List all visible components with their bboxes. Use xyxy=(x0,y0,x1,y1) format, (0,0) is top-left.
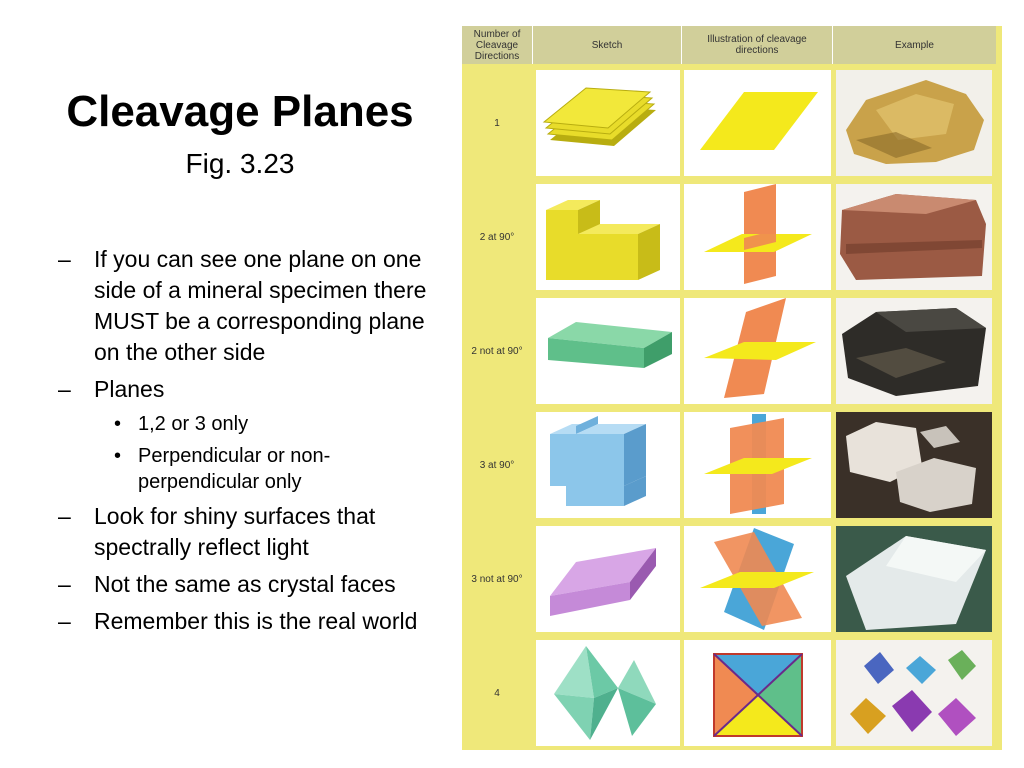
three-planes-not-90-illustration xyxy=(684,526,831,632)
cleavage-figure xyxy=(462,26,1002,750)
bullet-text: Not the same as crystal faces xyxy=(94,571,396,597)
calcite-specimen-image xyxy=(836,526,992,632)
row-label: 3 at 90° xyxy=(479,459,515,471)
header-illustration: Illustration of cleavage directions xyxy=(707,34,807,56)
two-planes-not-90-illustration xyxy=(684,298,831,404)
mica-specimen-image xyxy=(836,70,992,176)
bullet-item: – Not the same as crystal faces xyxy=(58,571,396,597)
bullet-item: – If you can see one plane on one side of a mineral specimen there MUST be a corresponding plane on the other side xyxy=(58,246,427,365)
bullet-text: Look for shiny surfaces that spectrally reflect light xyxy=(94,503,376,560)
bullet-item: – Planes xyxy=(58,376,165,402)
bullet-text: Planes xyxy=(94,376,165,402)
sketch-cell xyxy=(536,184,680,290)
illustration-cell xyxy=(684,412,831,518)
bullet-list xyxy=(58,244,448,643)
fluorite-specimen-image xyxy=(836,640,992,746)
header-example: Example xyxy=(895,39,934,51)
sketch-cell xyxy=(536,526,680,632)
example-photo xyxy=(836,526,992,632)
row-label: 3 not at 90° xyxy=(471,573,523,585)
prism-sketch xyxy=(536,298,680,404)
figure-header xyxy=(462,26,996,64)
octahedron-sketch xyxy=(536,640,680,746)
illustration-cell xyxy=(684,526,831,632)
sketch-cell xyxy=(536,70,680,176)
sketch-cell xyxy=(536,412,680,518)
halite-specimen-image xyxy=(836,412,992,518)
stacked-sheets-sketch xyxy=(536,70,680,176)
illustration-cell xyxy=(684,70,831,176)
row-label: 1 xyxy=(494,117,500,129)
illustration-cell xyxy=(684,184,831,290)
example-photo xyxy=(836,412,992,518)
example-photo xyxy=(836,640,992,746)
rhombohedron-sketch xyxy=(536,526,680,632)
sub-bullet-text: 1,2 or 3 only xyxy=(138,413,249,435)
bullet-text: If you can see one plane on one side of a mineral specimen there MUST be a corresponding plane on the other side xyxy=(94,246,427,365)
two-planes-90-illustration xyxy=(684,184,831,290)
sub-bullet-text: Perpendicular or non-perpendicular only xyxy=(138,445,331,493)
feldspar-specimen-image xyxy=(836,184,992,290)
header-cleavage-directions: Number of Cleavage Directions xyxy=(473,28,521,62)
example-photo xyxy=(836,70,992,176)
cubic-block-sketch xyxy=(536,412,680,518)
sketch-cell xyxy=(536,640,680,746)
sub-bullet-item: • Perpendicular or non-perpendicular only xyxy=(114,445,331,493)
row-label: 2 at 90° xyxy=(479,231,515,243)
four-planes-illustration xyxy=(684,640,831,746)
figure-body xyxy=(462,66,1002,750)
sub-bullet-item: • 1,2 or 3 only xyxy=(114,413,249,435)
illustration-cell xyxy=(684,298,831,404)
row-label: 4 xyxy=(494,687,500,699)
slide-subtitle: Fig. 3.23 xyxy=(185,148,295,179)
l-block-sketch xyxy=(536,184,680,290)
row-label: 2 not at 90° xyxy=(471,345,523,357)
bullet-text: Remember this is the real world xyxy=(94,608,418,634)
example-photo xyxy=(836,184,992,290)
sketch-cell xyxy=(536,298,680,404)
bullet-item: – Remember this is the real world xyxy=(58,608,418,634)
header-sketch: Sketch xyxy=(591,39,623,51)
three-planes-90-illustration xyxy=(684,412,831,518)
example-photo xyxy=(836,298,992,404)
amphibole-specimen-image xyxy=(836,298,992,404)
one-plane-illustration xyxy=(684,70,831,176)
bullet-item: – Look for shiny surfaces that spectrally reflect light xyxy=(58,503,376,560)
slide-title: Cleavage Planes xyxy=(66,87,414,136)
illustration-cell xyxy=(684,640,831,746)
